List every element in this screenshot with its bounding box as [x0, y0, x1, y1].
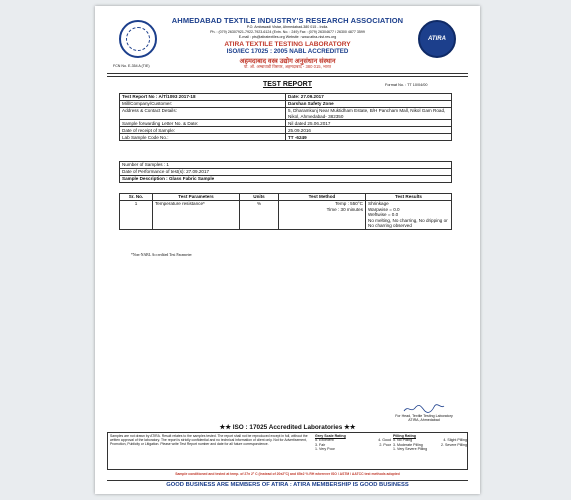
grey-scale-title: Grey Scale Rating [315, 434, 346, 438]
grey-item: 2. Poor [379, 442, 391, 447]
report-details-table [119, 93, 452, 141]
grey-item: 1. Very Poor [315, 446, 335, 451]
hindi-address: पो. ऑ. अम्बावाडी विस्तार, अहमदाबाद - 380 015, भारत [243, 64, 332, 69]
pill-item: 5. No Pilling [393, 438, 413, 443]
atira-seal-icon [119, 20, 157, 58]
detail-label: Mill/Company/Customer: [120, 101, 286, 108]
method-time: Time : 30 minutes [326, 206, 363, 212]
column-header: Sr. No. [120, 194, 153, 201]
hindi-name: अहमदाबाद वस्त्र उद्योग अनुसंधान संस्थान [239, 58, 336, 65]
signature-org: ATIRA, Ahmedabad [408, 418, 440, 422]
detail-value: 25.09.2016 [286, 127, 452, 134]
signature-block [395, 404, 453, 422]
email-line: E-mail : pts@atiratextiles.org Website : www.atira-nist.res.org [238, 35, 337, 39]
column-header: Test Method [279, 194, 366, 201]
iso-accredited-banner: ★★ ISO : 17025 Accredited Laboratories ★★ [219, 424, 356, 431]
test-report-page [95, 6, 480, 494]
detail-value: Nil dated 25.06.2017 [286, 120, 452, 127]
sample-info-table [119, 161, 452, 183]
method-temp: Temp : 550°C [335, 201, 363, 207]
grey-item: 5. Excellent [315, 438, 334, 443]
header-divider [107, 76, 468, 77]
result-line: No melting, No charring, No dripping or No charring observed [368, 217, 448, 228]
result-line: Weftwise = 0.0 [368, 212, 399, 218]
signature-title: For Head, Textile Testing Laboratory [395, 414, 453, 418]
footer-disclaimer: Samples are not drawn by ATIRA. Result relates to the samples tested. The report shall not be reproduced except in full, without the written approval of the laboratory. The report is strictly confidential and no technical information of client only. Not for Advertisement, Promotion, Publicity or Litigation. Please write Test Report number and date for all future correspondence. [110, 434, 308, 447]
pilling-title: Pilling Rating [393, 434, 416, 438]
test-results [366, 201, 452, 230]
column-header: Units [240, 194, 279, 201]
pill-item: 3. Moderate Pilling [393, 442, 423, 447]
detail-value: TT -6249 [286, 134, 452, 141]
test-method [279, 201, 366, 230]
header-divider [107, 73, 468, 74]
pilling-legend [393, 434, 467, 451]
contact-line: Ph. : (079) 26307921-7922-7923-6124 (Extn. No. : 249) Fax : (079) 26304677 / 26300 4877 3599 [210, 30, 365, 34]
column-header: Test Parameters [153, 194, 240, 201]
detail-value: Darshan Safety Zone [286, 101, 452, 108]
membership-slogan: GOOD BUSINESS ARE MEMBERS OF ATIRA : ATIRA MEMBERSHIP IS GOOD BUSINESS [107, 480, 468, 488]
non-nabl-note: *Non-NABL Accredited Test Parameter [131, 253, 192, 257]
registration-number: FCN No. E-354 A (TIE) [113, 64, 150, 68]
result-line: Warpwise = 0.0 [368, 206, 400, 212]
atira-logo: ATIRA [418, 20, 456, 58]
test-conditions: Sample conditioned and tested at temp. of 27± 2° C (Instead of 20±2°C) and 65±2 % RH wherever ISO / ASTM / AATCC test methods adopted [175, 472, 400, 476]
iso-accreditation: ISO/IEC 17025 : 2005 NABL ACCREDITED [226, 48, 349, 55]
detail-label: Address & Contact Details: [120, 108, 286, 120]
grey-item: 3. Fair [315, 442, 326, 447]
format-number: Format No. : TT 10/04/00 [385, 83, 428, 87]
pill-item: 4. Slight Pilling [443, 438, 467, 443]
grey-item: 4. Good [378, 438, 391, 443]
sample-description: Sample Description : Glass Fabric Sample [120, 176, 452, 183]
detail-value: 5, Dharamkunj Near Muktidham Estate, B/H Pancham Mall, Nikol Gam Road, Nikol, Ahmedabad- 382350 [286, 108, 452, 120]
number-of-samples: Number of Samples : 1 [120, 162, 452, 169]
association-name: AHMEDABAD TEXTILE INDUSTRY'S RESEARCH ASSOCIATION [171, 16, 404, 25]
footer-box [107, 432, 468, 470]
test-results-table [119, 193, 452, 230]
column-header: Test Results [366, 194, 452, 201]
date-of-performance: Date of Performance of test(s): 27.09.2017 [120, 169, 452, 176]
test-parameter: Temperature resistance* [153, 201, 240, 230]
detail-label: Sample forwarding Letter No. & Date: [120, 120, 286, 127]
pill-item: 1. Very Severe Pilling [393, 446, 428, 451]
test-unit: % [240, 201, 279, 230]
detail-label: Date of receipt of Sample: [120, 127, 286, 134]
report-title: TEST REPORT [262, 81, 312, 88]
report-number: Test Report No : A/T/1093 2017-18 [120, 94, 286, 101]
detail-label: Lab Sample Code No.: [120, 134, 286, 141]
result-line: Shrinkage [368, 201, 389, 207]
grey-scale-legend [315, 434, 391, 451]
report-date: Date: 27.09.2017 [286, 94, 452, 101]
lab-name: ATIRA TEXTILE TESTING LABORATORY [224, 41, 351, 48]
address-line: P.O. Ambawadi Vistar, Ahmedabad-380 015 - India. [246, 25, 329, 29]
sr-number: 1 [120, 201, 153, 230]
signature-icon [395, 404, 453, 414]
pill-item: 2. Severe Pilling [441, 442, 467, 447]
